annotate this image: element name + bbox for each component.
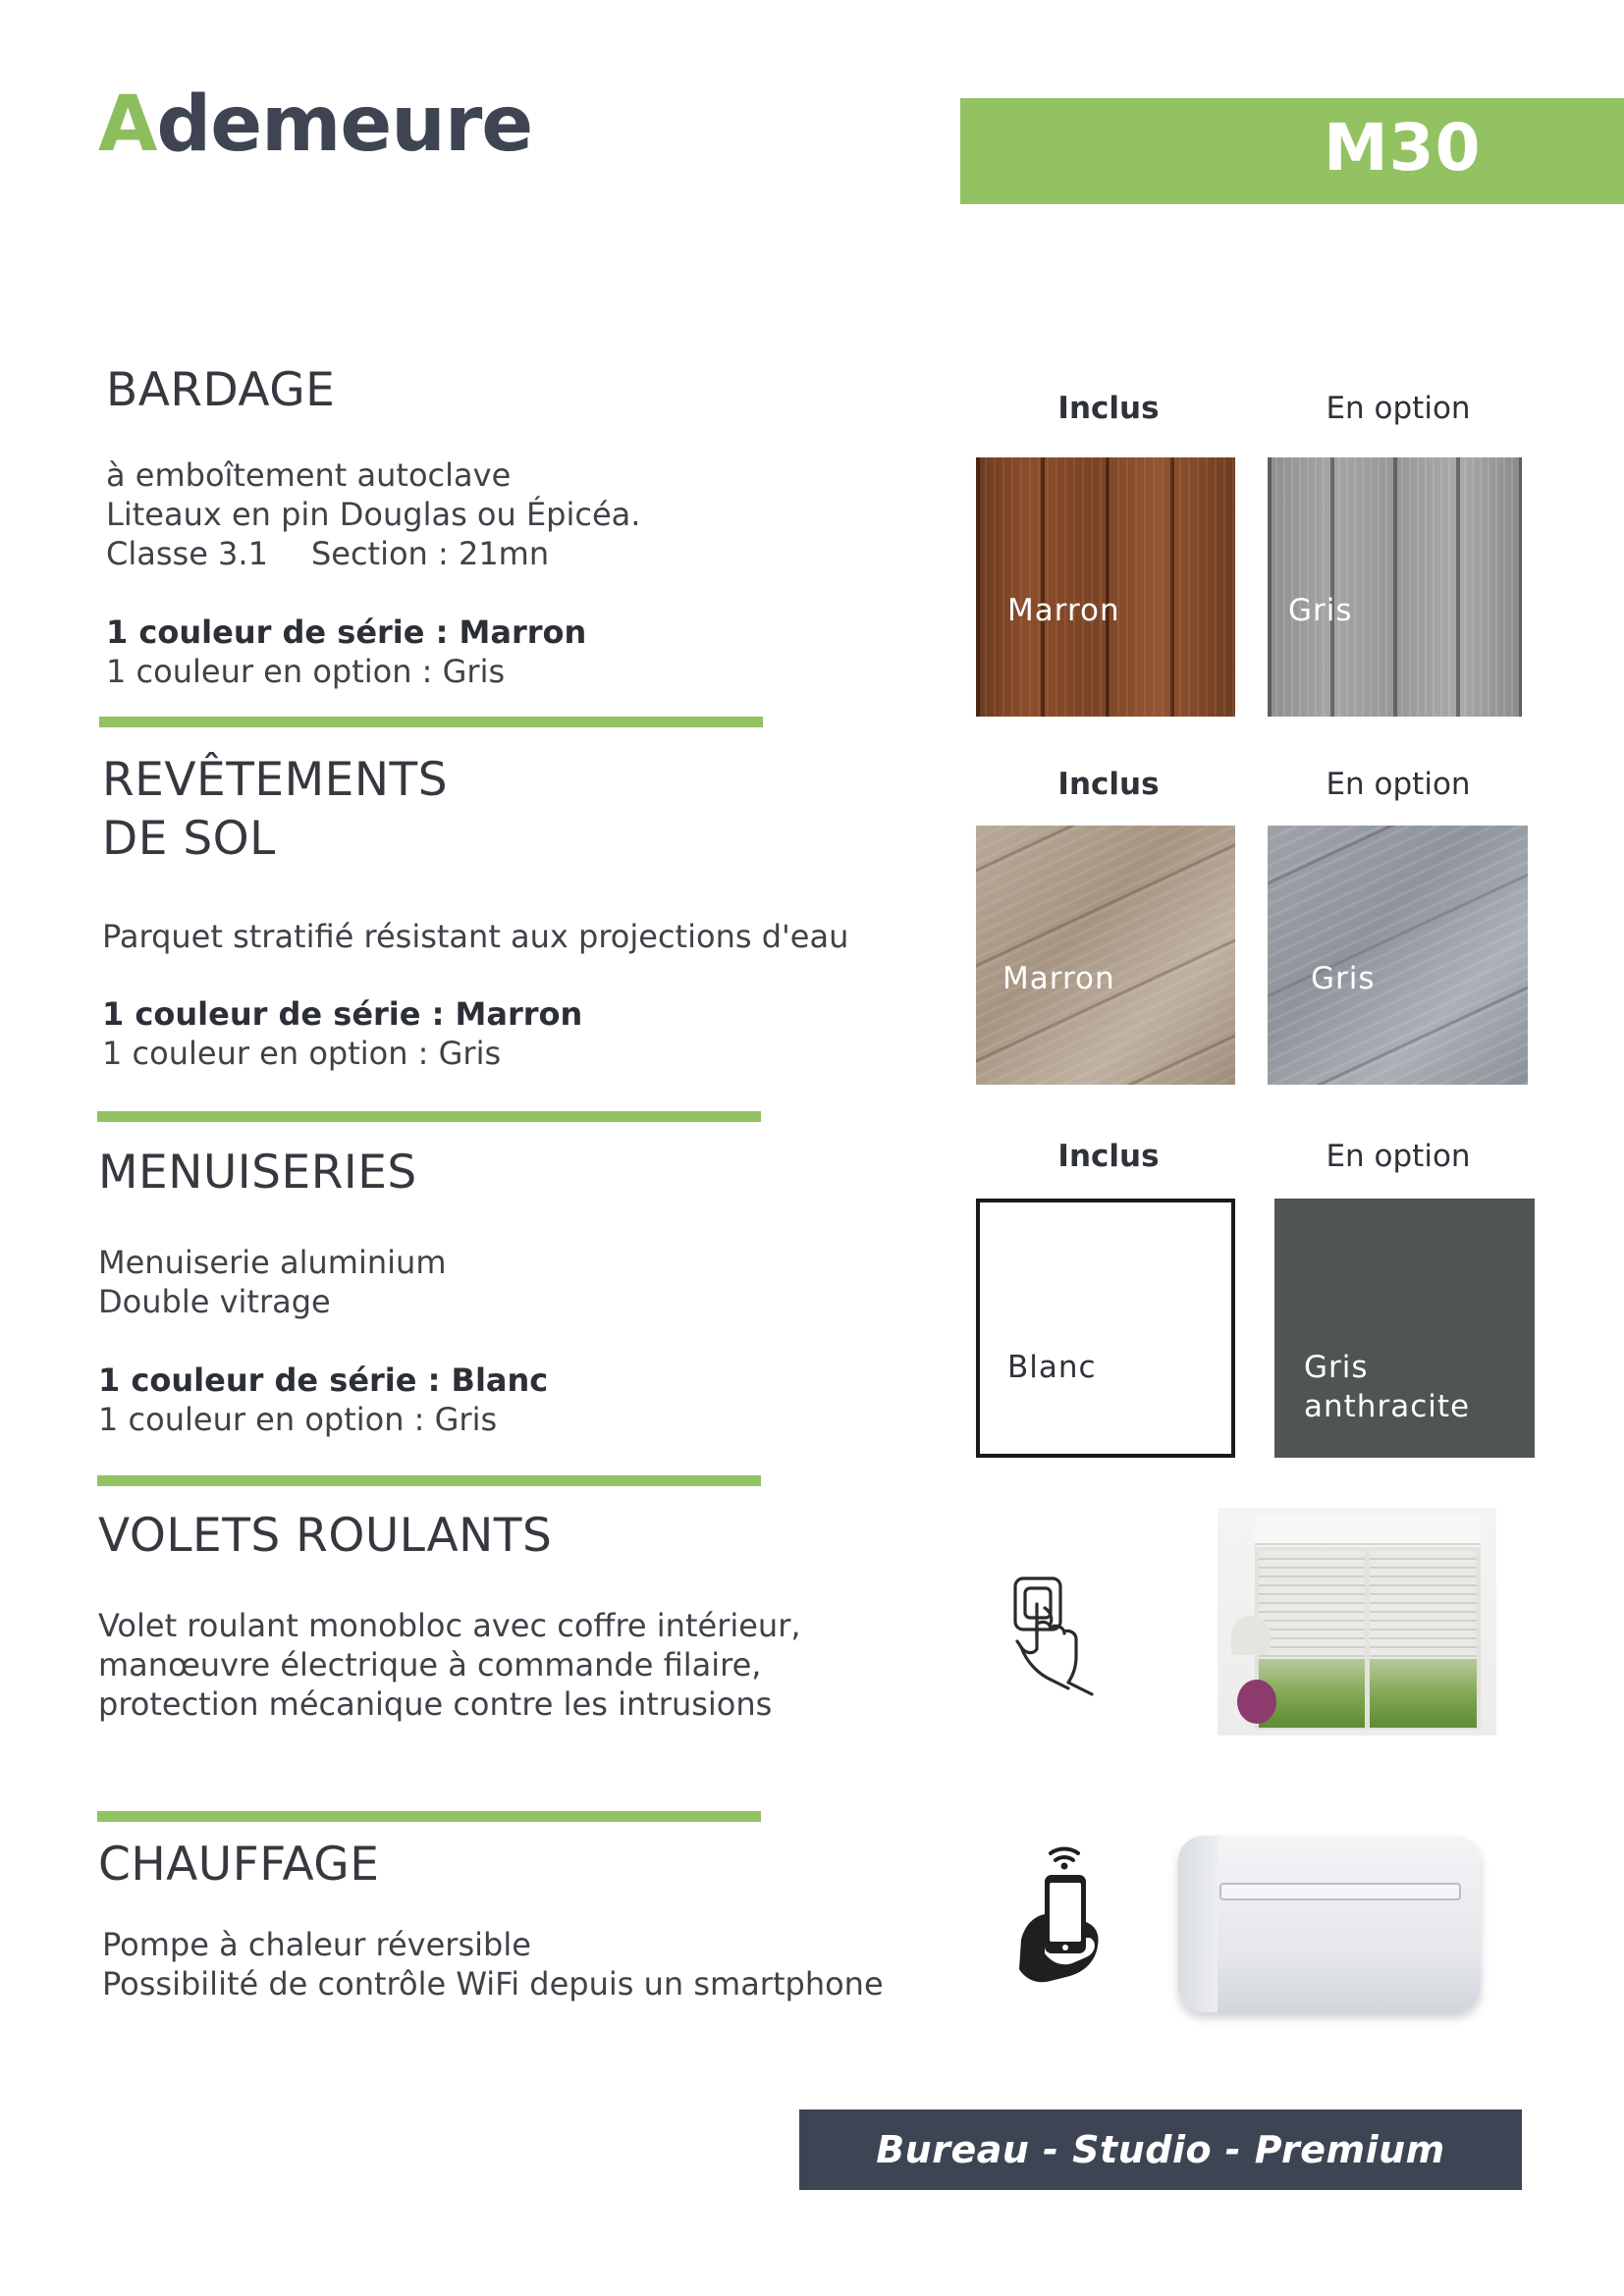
swatch-caption: Gris xyxy=(1311,961,1376,996)
swatch-menuiseries-gris-anthracite xyxy=(1274,1199,1535,1458)
swatch-sol-marron xyxy=(976,826,1235,1085)
section-title-chauffage: CHAUFFAGE xyxy=(98,1838,380,1892)
chauffage-line2: Possibilité de contrôle WiFi depuis un smartphone xyxy=(102,1965,884,2002)
label-en-option: En option xyxy=(1326,391,1471,426)
section-title-bardage: BARDAGE xyxy=(106,363,336,417)
swatch-sol-gris xyxy=(1268,826,1528,1085)
swatch-caption: anthracite xyxy=(1304,1389,1471,1424)
swatch-caption: Gris xyxy=(1304,1350,1369,1385)
sol-serie-text: 1 couleur de série : Marron xyxy=(102,995,583,1033)
bardage-section: Section : 21mn xyxy=(310,535,550,572)
divider-green xyxy=(99,717,763,727)
bardage-line2: Liteaux en pin Douglas ou Épicéa. xyxy=(106,496,641,533)
bardage-line1: à emboîtement autoclave xyxy=(106,456,512,494)
bardage-classe: Classe 3.1 xyxy=(106,535,268,572)
swatch-caption: Marron xyxy=(1007,593,1120,628)
brand-logo xyxy=(98,80,533,169)
footer-banner xyxy=(799,2109,1522,2190)
divider-green xyxy=(97,1811,761,1822)
model-name: M30 xyxy=(1324,110,1482,186)
chauffage-line1: Pompe à chaleur réversible xyxy=(102,1926,531,1963)
heat-pump-side xyxy=(1178,1836,1218,2012)
heat-pump-body xyxy=(1178,1836,1481,2012)
volets-line3: protection mécanique contre les intrusions xyxy=(98,1685,773,1723)
label-inclus: Inclus xyxy=(1057,767,1160,802)
hand-pressing-switch-icon xyxy=(1011,1575,1129,1696)
menuiseries-serie-text: 1 couleur de série : Blanc xyxy=(98,1362,549,1399)
brand-logo-initial: A xyxy=(98,80,157,169)
swatch-menuiseries-blanc xyxy=(976,1199,1235,1458)
volets-line1: Volet roulant monobloc avec coffre intérieur, xyxy=(98,1607,801,1644)
label-inclus: Inclus xyxy=(1057,391,1160,426)
divider-green xyxy=(97,1111,761,1122)
swatch-caption: Marron xyxy=(1002,961,1115,996)
bardage-serie-text: 1 couleur de série : Marron xyxy=(106,614,587,651)
menuiseries-line2: Double vitrage xyxy=(98,1283,331,1320)
bardage-option: 1 couleur en option : Gris xyxy=(106,653,506,690)
swatch-bardage-marron xyxy=(976,457,1235,717)
section-title-sol-line1: REVÊTEMENTS xyxy=(102,753,449,807)
section-title-menuiseries: MENUISERIES xyxy=(98,1146,417,1200)
plant xyxy=(1237,1680,1276,1724)
sol-serie xyxy=(102,994,582,1034)
bardage-line3 xyxy=(106,534,549,573)
section-title-volets: VOLETS ROULANTS xyxy=(98,1509,553,1563)
floor-lamp xyxy=(1231,1616,1271,1655)
section-title-sol-line2: DE SOL xyxy=(102,812,276,866)
menuiseries-serie xyxy=(98,1361,548,1400)
rolling-shutter-photo xyxy=(1218,1508,1496,1735)
swatch-bardage-gris xyxy=(1268,457,1522,717)
model-banner xyxy=(960,98,1624,204)
sol-option: 1 couleur en option : Gris xyxy=(102,1035,502,1072)
label-en-option: En option xyxy=(1326,767,1471,802)
menuiseries-option: 1 couleur en option : Gris xyxy=(98,1401,498,1438)
window-mullion xyxy=(1365,1547,1370,1730)
divider-green xyxy=(97,1475,761,1486)
swatch-caption: Blanc xyxy=(1007,1350,1097,1385)
label-inclus: Inclus xyxy=(1057,1139,1160,1174)
brand-logo-rest: demeure xyxy=(156,80,533,169)
swatch-caption: Gris xyxy=(1288,593,1353,628)
hand-holding-smartphone-wifi-icon xyxy=(1011,1843,1110,1991)
volets-line2: manœuvre électrique à commande filaire, xyxy=(98,1646,762,1683)
sol-line1: Parquet stratifié résistant aux projections d'eau xyxy=(102,918,849,955)
heat-pump-vent xyxy=(1219,1883,1461,1900)
footer-text: Bureau - Studio - Premium xyxy=(876,2128,1445,2171)
bardage-serie xyxy=(106,613,586,652)
label-en-option: En option xyxy=(1326,1139,1471,1174)
heat-pump-photo xyxy=(1174,1828,1485,2020)
menuiseries-line1: Menuiserie aluminium xyxy=(98,1244,447,1281)
shutter-box xyxy=(1255,1516,1481,1545)
